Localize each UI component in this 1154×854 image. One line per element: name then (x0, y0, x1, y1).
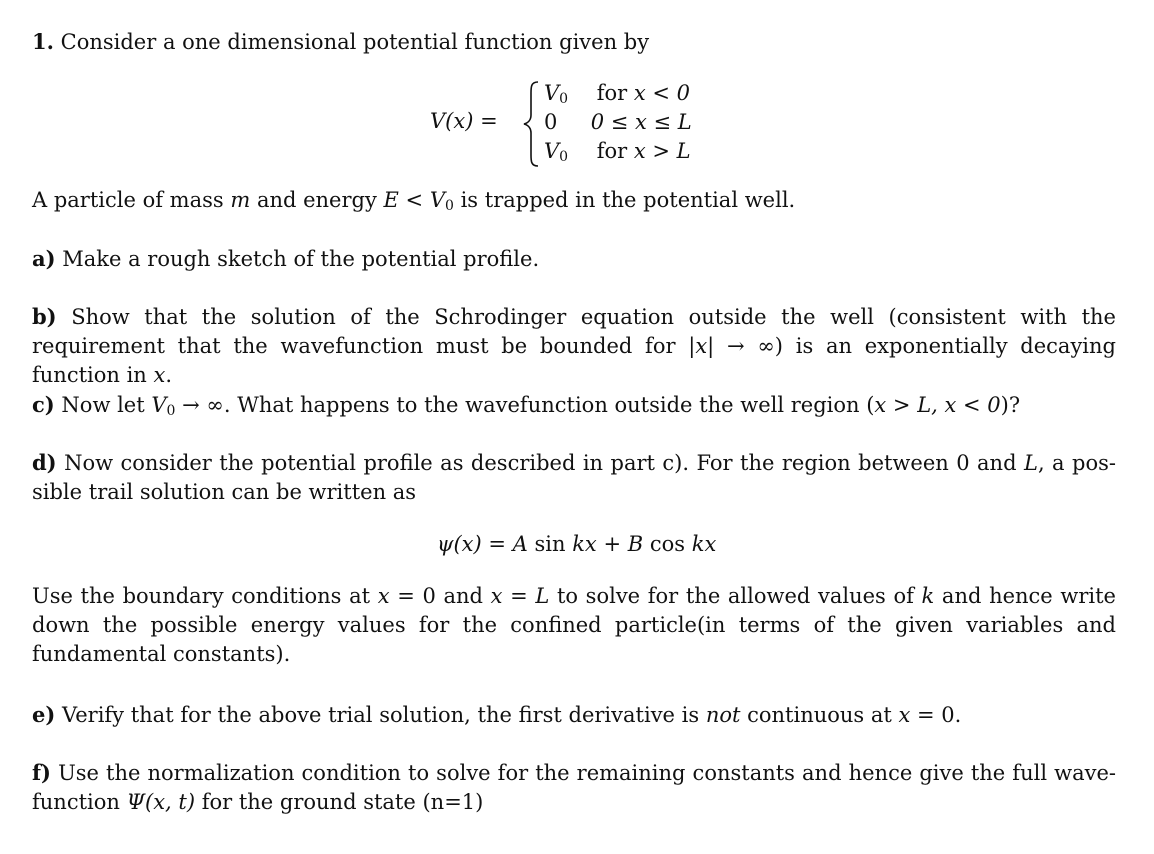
boundary-conditions: Use the boundary conditions at x = 0 and x = L to solve for the allowed values of k and hence write down the possible energy values for the confined particle(in terms of the given variables and fundamental constants). (32, 584, 1116, 666)
part-c-label: c) (32, 392, 55, 417)
problem-number: 1. (32, 29, 54, 54)
potential-row-1: $V_0$ for x < 0 (544, 81, 690, 107)
part-d-label: d) (32, 450, 57, 475)
potential-definition (430, 79, 710, 169)
part-d: d) Now consider the potential profile as described in part c). For the region between 0 and L, a pos- sible trail solution can be written as (32, 450, 1116, 504)
potential-lhs: V(x) = (430, 109, 498, 133)
potential-row-2: 0 0 ≤ x ≤ L (544, 110, 692, 134)
problem-intro (32, 27, 1116, 57)
left-brace-icon (522, 79, 542, 169)
part-a (32, 244, 1116, 274)
trial-solution-equation: ψ(x) = A sin kx + B cos kx (437, 532, 717, 556)
part-e: e) Verify that for the above trial solution, the first derivative is not continuous at x = 0. (32, 702, 962, 727)
part-a-text: Make a rough sketch of the potential profile. (62, 247, 540, 271)
particle-statement: A particle of mass m and energy $E < V_0$ is trapped in the potential well. (32, 188, 796, 214)
part-c: c) Now let $V_0$ → ∞. What happens to the wavefunction outside the well region (x > L, x < 0)? (32, 392, 1021, 419)
part-e-label: e) (32, 702, 56, 727)
potential-row-3: $V_0$ for x > L (544, 139, 691, 165)
part-f-label: f) (32, 760, 51, 785)
part-a-label: a) (32, 246, 56, 271)
part-f: f) Use the normalization condition to solve for the remaining constants and hence give the full wave- function Ψ(x, t) for the ground state (n=1) (32, 760, 1116, 814)
problem-intro-text: Consider a one dimensional potential function given by (60, 30, 650, 54)
part-b: b) Show that the solution of the Schrodinger equation outside the well (consistent with the requirement that the wavefunction must be bounded for |x| → ∞) is an exponentially decaying function in x. (32, 304, 1116, 387)
part-b-label: b) (32, 304, 57, 329)
